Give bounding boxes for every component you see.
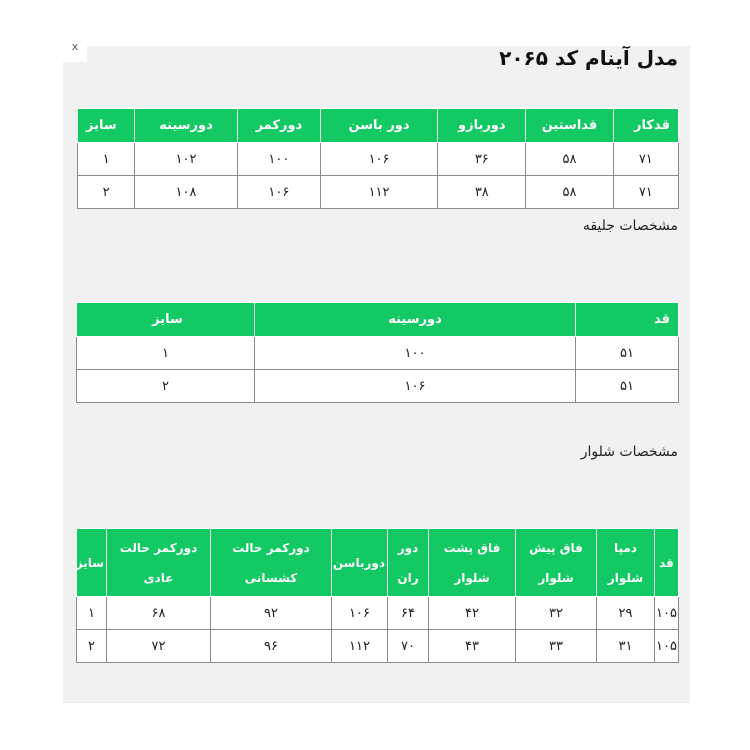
table-cell: ۹۶	[211, 630, 332, 663]
col-header: فاق پشت شلوار	[429, 529, 516, 597]
vest-caption: مشخصات جلیقه	[582, 218, 678, 234]
table-cell: ۳۲	[516, 597, 597, 630]
table-cell: ۷۱	[613, 143, 678, 176]
table-cell: ۱۰۵	[655, 630, 679, 663]
pants-table	[76, 528, 679, 663]
table-cell: ۷۲	[107, 630, 211, 663]
size-table-jacket	[77, 108, 679, 209]
col-header: قداستین	[526, 109, 613, 143]
table-cell: ۱۰۰	[237, 143, 320, 176]
col-header: فاق پیش شلوار	[516, 529, 597, 597]
table-cell: ۲	[77, 370, 255, 403]
col-header: دورکمر	[237, 109, 320, 143]
table-cell: ۱۱۲	[320, 176, 437, 209]
col-header: سایز	[77, 529, 107, 597]
table-row	[77, 370, 679, 403]
table-cell: ۹۲	[211, 597, 332, 630]
col-header: دورباسن	[332, 529, 388, 597]
close-icon[interactable]: x	[63, 38, 87, 62]
table-cell: ۵۸	[526, 176, 613, 209]
size-table-vest	[77, 302, 679, 403]
table-cell: ۱۰۲	[135, 143, 238, 176]
table-cell: ۱۱۲	[332, 630, 388, 663]
col-header: دمپا شلوار	[597, 529, 655, 597]
table-row	[77, 630, 679, 663]
col-header: سایز	[77, 303, 255, 337]
col-header: سایز	[78, 109, 135, 143]
table-cell: ۳۱	[597, 630, 655, 663]
col-header: دورسینه	[135, 109, 238, 143]
table-cell: ۶۴	[388, 597, 429, 630]
table-cell: ۱	[78, 143, 135, 176]
jacket-table	[77, 108, 679, 209]
table-cell: ۵۱	[576, 370, 679, 403]
table-cell: ۳۶	[438, 143, 526, 176]
table-cell: ۳۳	[516, 630, 597, 663]
table-cell: ۲۹	[597, 597, 655, 630]
table-cell: ۱۰۶	[237, 176, 320, 209]
table-cell: ۱۰۸	[135, 176, 238, 209]
table-cell: ۱	[77, 337, 255, 370]
table-cell: ۱۰۶	[255, 370, 576, 403]
col-header: دوربازو	[438, 109, 526, 143]
table-cell: ۴۲	[429, 597, 516, 630]
table-cell: ۷۰	[388, 630, 429, 663]
col-header: قدکار	[613, 109, 678, 143]
table-cell: ۷۱	[613, 176, 678, 209]
table-cell: ۵۱	[576, 337, 679, 370]
table-cell: ۱۰۶	[332, 597, 388, 630]
table-row	[77, 597, 679, 630]
size-table-pants	[77, 528, 679, 663]
table-row	[77, 337, 679, 370]
table-row	[78, 143, 679, 176]
col-header: دور ران	[388, 529, 429, 597]
col-header: قد	[655, 529, 679, 597]
table-cell: ۵۸	[526, 143, 613, 176]
table-cell: ۲	[77, 630, 107, 663]
vest-table	[76, 302, 679, 403]
table-cell: ۴۳	[429, 630, 516, 663]
col-header: قد	[576, 303, 679, 337]
table-cell: ۳۸	[438, 176, 526, 209]
table-row	[78, 176, 679, 209]
table-cell: ۱۰۶	[320, 143, 437, 176]
page-title: مدل آینام کد ۲۰۶۵	[499, 46, 678, 70]
table-cell: ۶۸	[107, 597, 211, 630]
col-header: دورسینه	[255, 303, 576, 337]
table-cell: ۱۰۵	[655, 597, 679, 630]
col-header: دور باسن	[320, 109, 437, 143]
table-cell: ۱	[77, 597, 107, 630]
col-header: دورکمر حالت عادی	[107, 529, 211, 597]
table-cell: ۱۰۰	[255, 337, 576, 370]
pants-caption: مشخصات شلوار	[580, 444, 678, 460]
col-header: دورکمر حالت کشسانی	[211, 529, 332, 597]
table-cell: ۲	[78, 176, 135, 209]
